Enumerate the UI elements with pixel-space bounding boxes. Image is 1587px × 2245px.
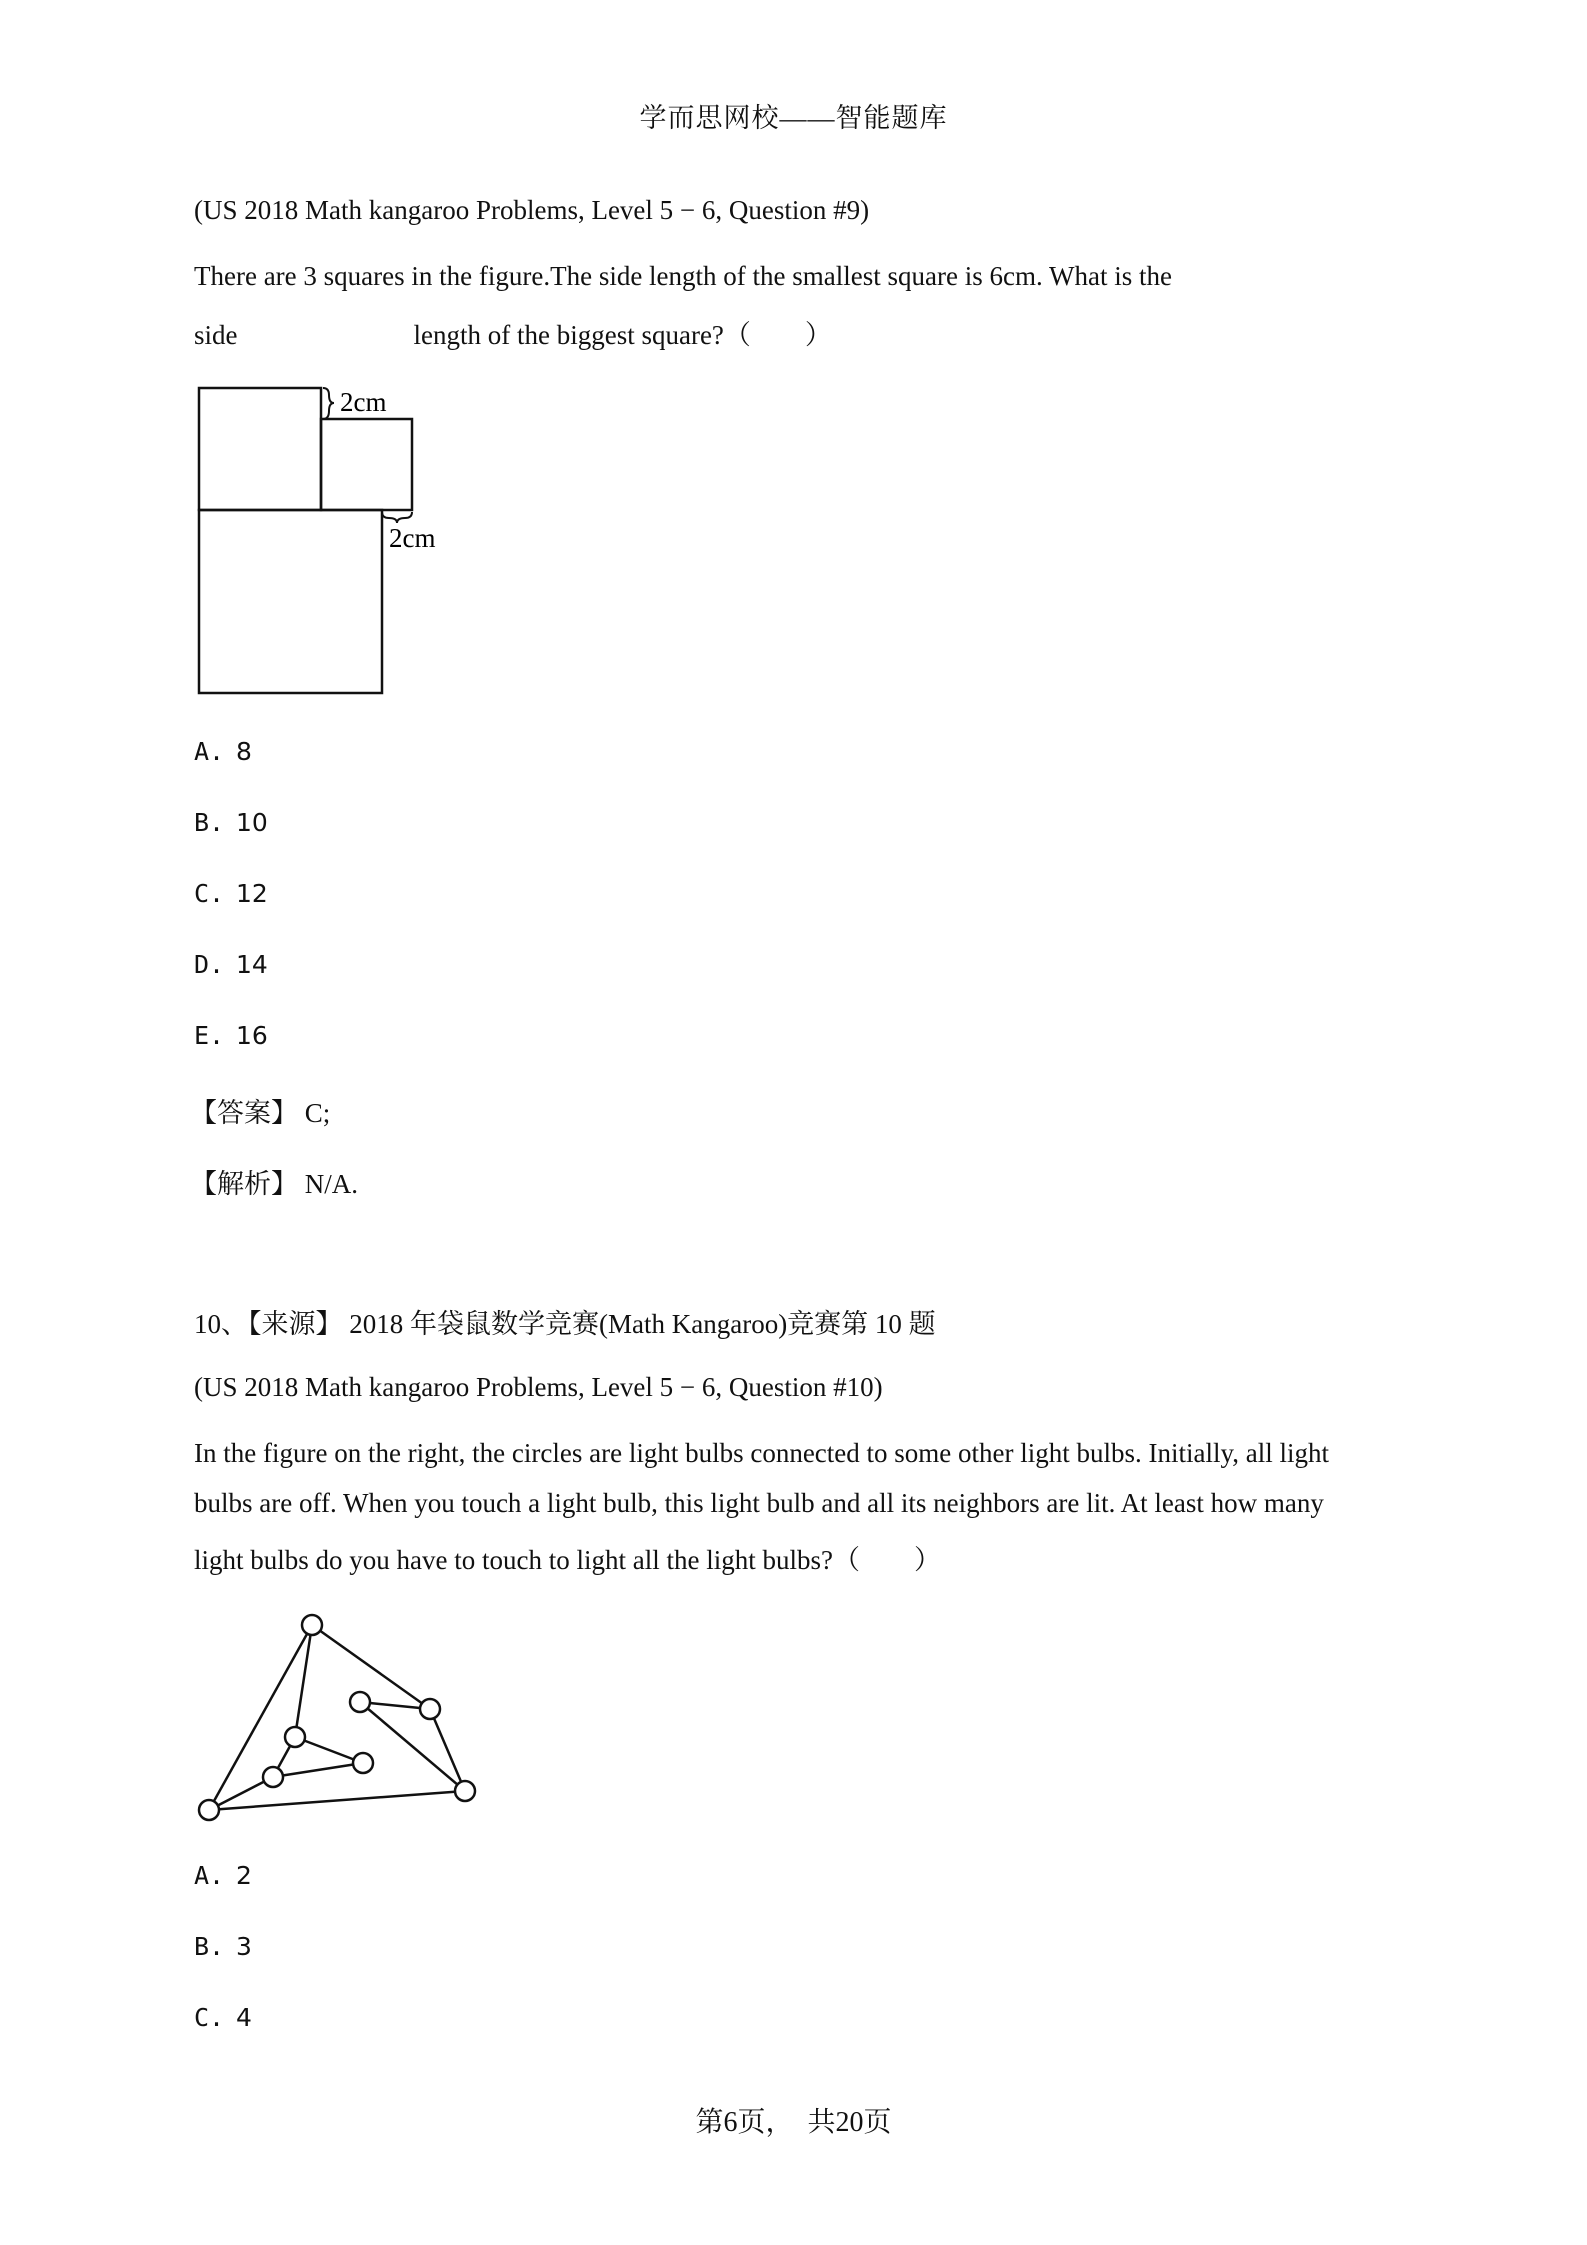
light-bulb-graph <box>190 1605 490 1825</box>
label-bottom-2cm: 2cm <box>389 523 436 553</box>
q10-source: (US 2018 Math kangaroo Problems, Level 5 − 6, Question #10) <box>194 1372 883 1402</box>
q9-answer <box>190 1091 330 1130</box>
biggest-square <box>199 510 382 693</box>
q9-option-b: B. 10 <box>194 808 268 837</box>
graph-bulbs <box>199 1615 475 1820</box>
medium-square <box>199 388 321 510</box>
bulb <box>285 1727 305 1747</box>
answer-value: C; <box>304 1098 331 1128</box>
bulb <box>350 1692 370 1712</box>
edge <box>430 1709 465 1791</box>
q10-option-a: A. 2 <box>194 1861 252 1890</box>
q9-option-c: C. 12 <box>194 879 268 908</box>
answer-label: 【答案】 <box>190 1098 298 1128</box>
q10-source-text: 2018 年袋鼠数学竞赛(Math Kangaroo)竞赛第 10 题 <box>349 1309 936 1339</box>
q9-option-e: E. 16 <box>194 1021 268 1050</box>
q9-analysis <box>190 1162 358 1201</box>
q10-number: 10、 <box>194 1309 248 1339</box>
bulb <box>302 1615 322 1635</box>
page-header: 学而思网校——智能题库 <box>639 103 948 133</box>
bulb <box>263 1767 283 1787</box>
q9-text-line1: There are 3 squares in the figure.The side length of the smallest square is 6cm. What is the <box>194 261 1172 291</box>
analysis-label: 【解析】 <box>190 1169 298 1199</box>
q9-option-a: A. 8 <box>194 737 252 766</box>
label-top-2cm: 2cm <box>340 387 387 417</box>
bulb <box>353 1753 373 1773</box>
q9-source: (US 2018 Math kangaroo Problems, Level 5 − 6, Question #9) <box>194 195 870 225</box>
q10-option-c: C. 4 <box>194 2003 252 2032</box>
q9-text-line2-end: length of the biggest square?（ ） <box>413 320 832 350</box>
q10-option-b: B. 3 <box>194 1932 252 1961</box>
squares-figure <box>190 378 460 708</box>
bulb <box>199 1800 219 1820</box>
bulb <box>420 1699 440 1719</box>
q9-text-line2 <box>194 313 832 352</box>
bottom-brace <box>382 512 412 523</box>
edge <box>209 1791 465 1810</box>
q9-text-line2-start: side <box>194 320 238 350</box>
edge <box>360 1702 465 1791</box>
edge <box>273 1763 363 1777</box>
q10-text-line1: In the figure on the right, the circles are light bulbs connected to some other light bulbs. Initially, all light <box>194 1438 1329 1468</box>
edge <box>312 1625 430 1709</box>
q10-text-line2: bulbs are off. When you touch a light bulb, this light bulb and all its neighbors are lit. At least how many <box>194 1488 1324 1518</box>
q10-text-line3: light bulbs do you have to touch to light all the light bulbs?（ ） <box>194 1545 941 1575</box>
q10-header <box>194 1302 936 1341</box>
top-brace <box>323 388 334 419</box>
page-footer: 第6页， 共20页 <box>695 2107 892 2138</box>
analysis-value: N/A. <box>304 1169 358 1199</box>
bulb <box>455 1781 475 1801</box>
q10-source-label: 【来源】 <box>248 1309 343 1339</box>
q9-option-d: D. 14 <box>194 950 268 979</box>
smallest-square <box>321 419 412 510</box>
